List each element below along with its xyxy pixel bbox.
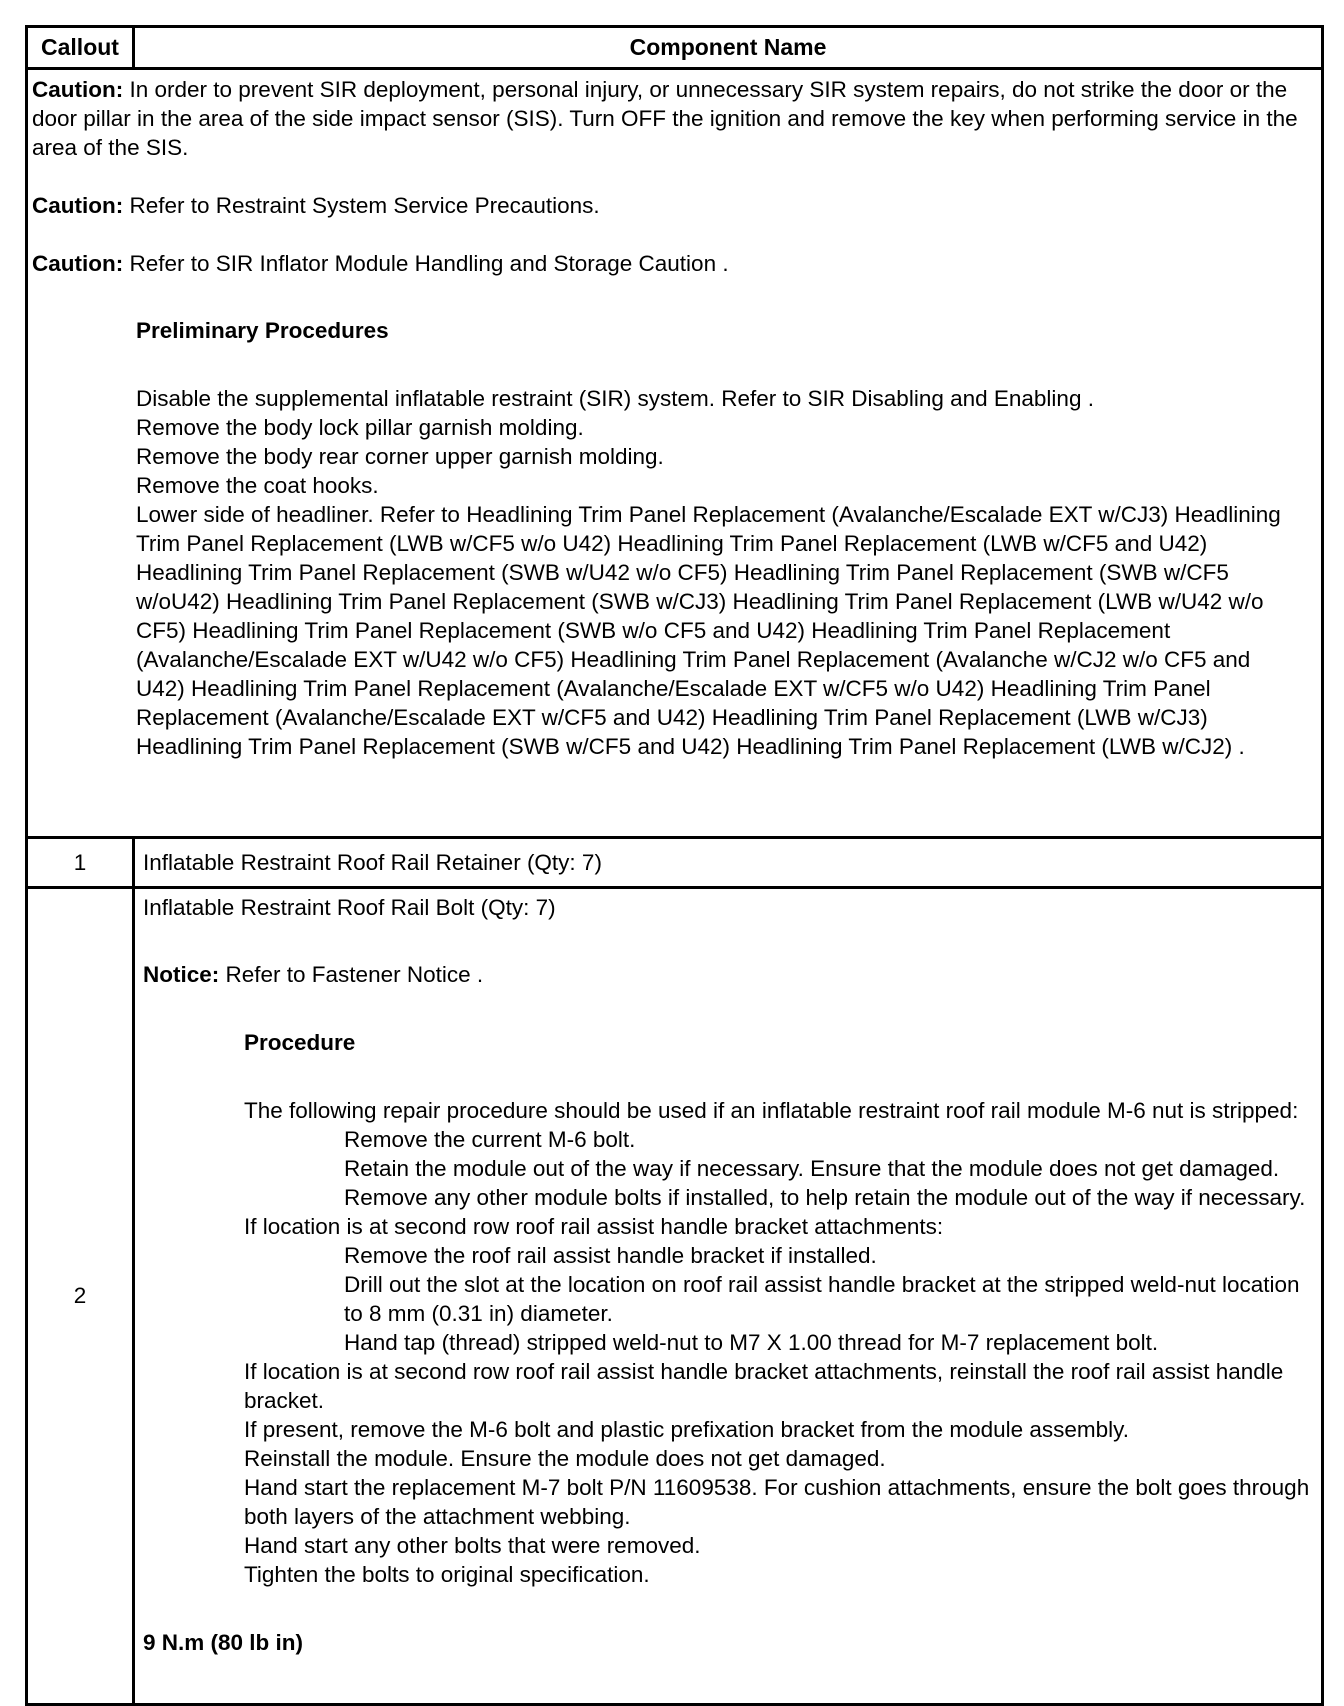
torque-spec: 9 N.m (80 lb in) [143,1630,304,1655]
component-name: Inflatable Restraint Roof Rail Bolt (Qty: 7) Notice: Refer to Fastener Notice . Procedure The following repair procedure should be used if an inflatable restraint roof rail module M-6 nut is stripped: Remove the current M-6 bolt. Retain the module out of the way if necessary. Ensure that the module does not get damaged. Remove any other module bolts if installed, to help retain the module out of the way if necessary. If location is at second row roof rail assist handle bracket attachments: Remove the roof rail assist handle bracket if installed. Drill out the slot at the location on roof rail assist handle bracket at the stripped weld-nut location to 8 mm (0.31 in) diameter. Hand tap (thread) stripped weld-nut to M7 X 1.00 thread for M-7 replacement bolt. If location is at second row roof rail assist handle bracket attachments, reinstall the roof rail assist handle bracket. If present, remove the M-6 bolt and plastic prefixation bracket from the module assembly. Reinstall the module. Ensure the module does not get damaged. Hand start the replacement M-7 bolt P/N 11609538. For cushion attachments, ensure the bolt goes through both layers of the attachment webbing. Hand start any other bolts that were removed. Tighten the bolts to original specification. 9 N.m (80 lb in) [134,888,1323,1705]
callout-number: 1 [27,838,134,888]
procedure-heading: Procedure [244,1030,356,1055]
table-row [27,838,1323,888]
procedure-substep: Remove the current M-6 bolt. [344,1127,636,1152]
header-component-name: Component Name [134,27,1323,69]
component-name: Inflatable Restraint Roof Rail Retainer (Qty: 7) [134,838,1323,888]
procedure-substep: Remove the roof rail assist handle bracket if installed. [344,1243,877,1268]
notice-paragraph: Notice: Refer to Fastener Notice . [143,962,484,987]
callout-number: 2 [27,888,134,1705]
preliminary-step: Remove the body lock pillar garnish molding. [136,415,584,440]
caution-cell [27,69,1323,838]
procedure-substep: Retain the module out of the way if necessary. Ensure that the module does not get damaged. Remove any other module bolts if installed, to help retain the module out of the way if necessary. [344,1156,1306,1210]
procedure-step: If location is at second row roof rail assist handle bracket attachments: [244,1214,944,1239]
procedure-substeps [244,1241,1311,1357]
procedure-steps [143,1096,1313,1589]
procedure-step: Hand start any other bolts that were removed. [244,1533,701,1558]
component-table [25,25,1324,1706]
caution-paragraph-2: Caution: Refer to Restraint System Service Precautions. [32,193,600,218]
procedure-step: Reinstall the module. Ensure the module does not get damaged. [244,1446,886,1471]
procedure-step: Hand start the replacement M-7 bolt P/N 11609538. For cushion attachments, ensure the bolt goes through both layers of the attachment webbing. [244,1475,1310,1529]
preliminary-step: Disable the supplemental inflatable restraint (SIR) system. Refer to SIR Disabling and Enabling . [136,386,1094,411]
procedure-step: If present, remove the M-6 bolt and plastic prefixation bracket from the module assembly. [244,1417,1129,1442]
table-row [27,888,1323,1705]
preliminary-step: Remove the coat hooks. [136,473,379,498]
procedure-step: Tighten the bolts to original specification. [244,1562,650,1587]
caution-paragraph-3: Caution: Refer to SIR Inflator Module Handling and Storage Caution . [32,251,729,276]
table-header-row [27,27,1323,69]
procedure-step: If location is at second row roof rail assist handle bracket attachments, reinstall the roof rail assist handle bracket. [244,1359,1284,1413]
preliminary-heading: Preliminary Procedures [136,318,389,343]
preliminary-step: Lower side of headliner. Refer to Headlining Trim Panel Replacement (Avalanche/Escalade EXT w/CJ3) Headlining Trim Panel Replacement (LWB w/CF5 w/o U42) Headlining Trim Panel Replacement (LWB w/CF5 and U42) Headlining Trim Panel Replacement (SWB w/U42 w/o CF5) Headlining Trim Panel Replacement (SWB w/CF5 w/oU42) Headlining Trim Panel Replacement (SWB w/CJ3) Headlining Trim Panel Replacement (LWB w/U42 w/o CF5) Headlining Trim Panel Replacement (SWB w/o CF5 and U42) Headlining Trim Panel Replacement (Avalanche/Escalade EXT w/U42 w/o CF5) Headlining Trim Panel Replacement (Avalanche w/CJ2 w/o CF5 and U42) Headlining Trim Panel Replacement (Avalanche/Escalade EXT w/CF5 w/o U42) Headlining Trim Panel Replacement (Avalanche/Escalade EXT w/CF5 and U42) Headlining Trim Panel Replacement (LWB w/CJ3) Headlining Trim Panel Replacement (SWB w/CF5 and U42) Headlining Trim Panel Replacement (LWB w/CJ2) . [136,502,1281,759]
procedure-step: The following repair procedure should be used if an inflatable restraint roof rail module M-6 nut is stripped: [244,1098,1299,1123]
procedure-substep: Drill out the slot at the location on roof rail assist handle bracket at the stripped weld-nut location to 8 mm (0.31 in) diameter. [344,1272,1300,1326]
caution-paragraph-1: Caution: In order to prevent SIR deployment, personal injury, or unnecessary SIR system repairs, do not strike the door or the door pillar in the area of the side impact sensor (SIS). Turn OFF the ignition and remove the key when performing service in the area of the SIS. [32,77,1298,160]
caution-row [27,69,1323,838]
preliminary-step: Remove the body rear corner upper garnish molding. [136,444,664,469]
procedure-substeps [244,1125,1311,1212]
header-callout: Callout [27,27,134,69]
procedure-substep: Hand tap (thread) stripped weld-nut to M7 X 1.00 thread for M-7 replacement bolt. [344,1330,1159,1355]
document-page [25,25,1321,1677]
